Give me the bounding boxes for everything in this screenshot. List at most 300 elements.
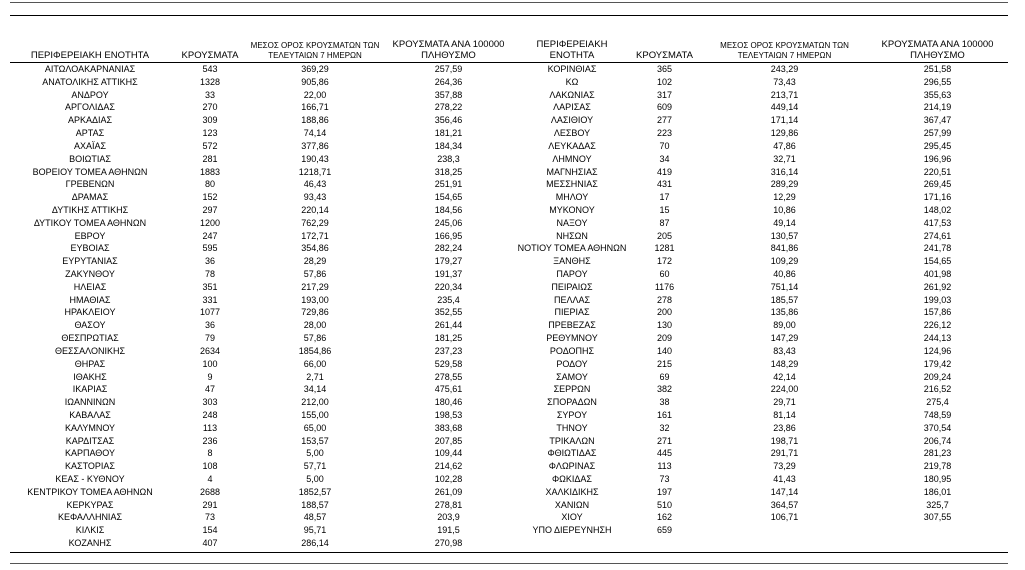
table-row xyxy=(517,371,1008,384)
table-row xyxy=(517,422,1008,435)
cell-cases: 73 xyxy=(204,512,215,523)
cell-cases: 78 xyxy=(204,269,215,279)
cell-region: ΔΡΑΜΑΣ xyxy=(71,192,109,203)
cell-avg7: 449,14 xyxy=(770,102,799,113)
cell-per100k: 214,19 xyxy=(923,102,952,113)
cell-cases: 87 xyxy=(659,217,670,228)
table-row xyxy=(10,255,517,268)
cell-avg7: 212,00 xyxy=(301,397,329,408)
table-row xyxy=(517,332,1008,345)
cell-avg7: 147,14 xyxy=(770,486,799,497)
cell-per100k: 226,12 xyxy=(923,320,952,331)
cell-avg7: 316,14 xyxy=(770,166,799,177)
cell-cases: 32 xyxy=(659,422,670,433)
header-region: ΠΕΡΙΦΕΡΕΙΑΚΗ ΕΝΟΤΗΤΑ xyxy=(30,50,150,61)
cell-avg7: 291,71 xyxy=(770,448,799,459)
cell-per100k: 157,86 xyxy=(923,307,952,318)
cell-avg7: 48,57 xyxy=(303,512,327,523)
cell-avg7: 1854,86 xyxy=(298,345,332,356)
cell-per100k: 184,56 xyxy=(434,204,463,215)
cell-region: ΤΗΝΟΥ xyxy=(556,422,588,433)
table-row xyxy=(517,281,1008,294)
table-row xyxy=(517,383,1008,396)
cell-region: ΧΑΛΚΙΔΙΚΗΣ xyxy=(545,486,599,497)
table-row xyxy=(517,191,1008,204)
cell-region: ΙΚΑΡΙΑΣ xyxy=(72,384,108,395)
cell-cases: 595 xyxy=(202,243,218,254)
cell-per100k: 257,59 xyxy=(434,64,463,74)
bottom-rule xyxy=(10,552,1008,553)
cell-avg7: 153,57 xyxy=(301,435,329,446)
cell-cases: 123 xyxy=(202,128,218,139)
table-row xyxy=(517,499,1008,512)
cell-region: ΛΑΚΩΝΙΑΣ xyxy=(549,89,595,100)
table-row xyxy=(10,140,517,153)
cell-avg7: 57,71 xyxy=(303,461,327,472)
cell-per100k: 417,53 xyxy=(923,217,952,228)
cell-cases: 1281 xyxy=(654,243,675,254)
cell-per100k: 171,16 xyxy=(923,192,952,203)
table-row xyxy=(10,242,517,255)
table-row xyxy=(10,524,517,537)
cell-avg7: 81,14 xyxy=(773,409,796,420)
cell-cases: 154 xyxy=(202,525,218,536)
cell-cases: 309 xyxy=(202,115,218,126)
cell-avg7: 155,00 xyxy=(301,409,329,420)
cell-cases: 33 xyxy=(204,89,215,100)
cell-region: ΠΑΡΟΥ xyxy=(556,269,588,279)
cell-cases: 102 xyxy=(656,76,673,87)
cell-cases: 510 xyxy=(656,499,673,510)
table-row xyxy=(10,332,517,345)
table-row xyxy=(10,281,517,294)
table-row xyxy=(517,345,1008,358)
cell-per100k: 180,95 xyxy=(923,474,952,484)
cell-region: ΘΗΡΑΣ xyxy=(74,358,106,369)
table-row xyxy=(10,306,517,319)
cell-avg7: 369,29 xyxy=(301,64,329,74)
cell-cases: 543 xyxy=(202,64,218,74)
cell-cases: 8 xyxy=(207,448,213,459)
cell-avg7: 10,86 xyxy=(773,204,796,215)
cell-avg7: 729,86 xyxy=(301,307,329,318)
cell-per100k: 102,28 xyxy=(434,474,463,484)
table-row xyxy=(517,166,1008,179)
cell-per100k: 261,44 xyxy=(434,320,463,331)
cell-cases: 365 xyxy=(656,64,673,74)
table-row xyxy=(10,511,517,524)
cell-per100k: 148,02 xyxy=(923,204,952,215)
cell-cases: 108 xyxy=(202,461,218,472)
table-row xyxy=(517,319,1008,332)
cell-per100k: 269,45 xyxy=(923,179,952,190)
left-header-row xyxy=(10,38,517,62)
cell-region: ΖΑΚΥΝΘΟΥ xyxy=(65,269,115,279)
table-row xyxy=(517,101,1008,114)
cell-per100k: 257,99 xyxy=(923,128,952,139)
cell-avg7: 220,14 xyxy=(301,204,329,215)
cell-avg7: 905,86 xyxy=(301,76,329,87)
table-row xyxy=(517,396,1008,409)
cell-region: ΣΥΡΟΥ xyxy=(556,409,588,420)
cell-region: ΑΝΑΤΟΛΙΚΗΣ ΑΤΤΙΚΗΣ xyxy=(42,76,138,87)
table-row xyxy=(517,127,1008,140)
cell-cases: 1176 xyxy=(654,281,675,292)
cell-region: ΛΕΣΒΟΥ xyxy=(553,128,591,139)
cell-per100k: 184,34 xyxy=(434,140,463,151)
cell-per100k: 251,91 xyxy=(434,179,463,190)
table-row xyxy=(517,460,1008,473)
table-row xyxy=(517,255,1008,268)
cell-avg7: 193,00 xyxy=(301,294,329,305)
cell-avg7: 148,29 xyxy=(770,358,799,369)
table-row xyxy=(10,447,517,460)
cell-avg7: 23,86 xyxy=(773,422,796,433)
cell-per100k: 166,95 xyxy=(434,230,463,241)
cell-avg7: 224,00 xyxy=(770,384,799,395)
cell-cases: 1328 xyxy=(199,76,221,87)
cell-per100k: 216,52 xyxy=(923,384,952,395)
cell-cases: 236 xyxy=(202,435,218,446)
cell-region: ΕΥΒΟΙΑΣ xyxy=(70,243,110,254)
cell-cases: 100 xyxy=(202,358,218,369)
cell-per100k: 356,46 xyxy=(434,115,463,126)
cell-cases: 69 xyxy=(659,371,670,382)
table-row xyxy=(517,306,1008,319)
table-row xyxy=(517,89,1008,102)
cell-per100k: 325,7 xyxy=(926,499,949,510)
cell-region: ΣΑΜΟΥ xyxy=(556,371,588,382)
cell-avg7: 42,14 xyxy=(773,371,796,382)
cell-region: ΛΑΡΙΣΑΣ xyxy=(553,102,591,113)
cell-region: ΣΕΡΡΩΝ xyxy=(553,384,591,395)
table-row xyxy=(517,63,1008,76)
cell-per100k: 307,55 xyxy=(923,512,952,523)
cell-per100k: 235,4 xyxy=(437,294,460,305)
cell-avg7: 109,29 xyxy=(770,256,799,267)
cell-region: ΜΑΓΝΗΣΙΑΣ xyxy=(546,166,598,177)
cell-per100k: 278,55 xyxy=(434,371,463,382)
cell-per100k: 245,06 xyxy=(434,217,463,228)
cell-per100k: 191,5 xyxy=(437,525,460,536)
cell-avg7: 147,29 xyxy=(770,333,799,344)
cell-per100k: 241,78 xyxy=(923,243,952,254)
cell-avg7: 41,43 xyxy=(773,474,796,484)
cell-region: ΤΡΙΚΑΛΩΝ xyxy=(549,435,595,446)
cell-per100k: 209,24 xyxy=(923,371,952,382)
cell-avg7: 95,71 xyxy=(303,525,327,536)
cell-region: ΦΘΙΩΤΙΔΑΣ xyxy=(547,448,597,459)
cell-cases: 277 xyxy=(656,115,673,126)
table-row xyxy=(10,383,517,396)
cell-region: ΜΕΣΣΗΝΙΑΣ xyxy=(546,179,598,190)
cell-per100k: 244,13 xyxy=(923,333,952,344)
table-row xyxy=(10,204,517,217)
cell-region: ΛΕΥΚΑΔΑΣ xyxy=(548,140,596,151)
cell-cases: 248 xyxy=(202,409,218,420)
header-avg7: ΜΕΣΟΣ ΟΡΟΣ ΚΡΟΥΣΜΑΤΩΝ ΤΩΝ ΤΕΛΕΥΤΑΙΩΝ 7 ΗΜΕΡΩΝ xyxy=(250,41,380,60)
cell-region: ΦΛΩΡΙΝΑΣ xyxy=(548,461,596,472)
cell-cases: 431 xyxy=(656,179,673,190)
cell-per100k: 181,21 xyxy=(434,128,463,139)
cell-cases: 1077 xyxy=(199,307,221,318)
cell-cases: 205 xyxy=(656,230,673,241)
cell-region: ΘΑΣΟΥ xyxy=(74,320,106,331)
bottom-border xyxy=(10,563,1008,564)
cell-avg7: 841,86 xyxy=(770,243,799,254)
table-row xyxy=(10,473,517,486)
cell-cases: 4 xyxy=(207,474,213,484)
cell-per100k: 206,74 xyxy=(923,435,952,446)
table-row xyxy=(517,524,1008,537)
cell-per100k: 383,68 xyxy=(434,422,463,433)
cell-cases: 281 xyxy=(202,153,218,164)
cell-region: ΓΡΕΒΕΝΩΝ xyxy=(65,179,115,190)
table-row xyxy=(10,166,517,179)
cell-region: ΑΧΑΪΑΣ xyxy=(73,140,107,151)
cell-cases: 152 xyxy=(202,192,218,203)
table-row xyxy=(517,268,1008,281)
cell-avg7: 2,71 xyxy=(306,371,324,382)
cell-avg7: 66,00 xyxy=(303,358,327,369)
cell-avg7: 171,14 xyxy=(770,115,799,126)
cell-cases: 60 xyxy=(659,269,670,279)
cell-cases: 17 xyxy=(659,192,670,203)
cell-region: ΚΑΛΥΜΝΟΥ xyxy=(64,422,116,433)
cell-region: ΘΕΣΠΡΩΤΙΑΣ xyxy=(61,333,119,344)
cell-per100k: 154,65 xyxy=(434,192,463,203)
table-row xyxy=(10,191,517,204)
cell-per100k: 219,78 xyxy=(923,461,952,472)
cell-region: ΕΒΡΟΥ xyxy=(74,230,106,241)
cell-avg7: 49,14 xyxy=(773,217,796,228)
cell-region: ΑΝΔΡΟΥ xyxy=(71,89,109,100)
cell-avg7: 73,29 xyxy=(773,461,796,472)
table-row xyxy=(10,396,517,409)
table-row xyxy=(10,422,517,435)
table-row xyxy=(10,114,517,127)
cell-region: ΚΟΡΙΝΘΙΑΣ xyxy=(547,64,597,74)
cell-region: ΑΡΚΑΔΙΑΣ xyxy=(67,115,113,126)
cell-region: ΙΘΑΚΗΣ xyxy=(73,371,107,382)
cell-avg7: 5,00 xyxy=(306,474,324,484)
cell-cases: 270 xyxy=(202,102,218,113)
cell-avg7: 47,86 xyxy=(773,140,796,151)
left-table-body xyxy=(10,63,517,550)
cell-region: ΑΙΤΩΛΟΑΚΑΡΝΑΝΙΑΣ xyxy=(44,64,136,74)
cell-cases: 162 xyxy=(656,512,673,523)
cell-region: ΒΟΡΕΙΟΥ ΤΟΜΕΑ ΑΘΗΝΩΝ xyxy=(32,166,148,177)
table-row xyxy=(10,76,517,89)
cell-avg7: 32,71 xyxy=(773,153,796,164)
cell-avg7: 198,71 xyxy=(770,435,799,446)
cell-avg7: 28,00 xyxy=(303,320,327,331)
cell-avg7: 289,29 xyxy=(770,179,799,190)
cell-region: ΚΑΡΠΑΘΟΥ xyxy=(64,448,116,459)
cell-region: ΦΩΚΙΔΑΣ xyxy=(552,474,592,484)
cell-cases: 1200 xyxy=(199,217,221,228)
cell-cases: 130 xyxy=(656,320,673,331)
table-row xyxy=(517,76,1008,89)
cell-avg7: 364,57 xyxy=(770,499,799,510)
cell-region: ΑΡΓΟΛΙΔΑΣ xyxy=(65,102,115,113)
cell-region: ΥΠΟ ΔΙΕΡΕΥΝΗΣΗ xyxy=(532,525,612,536)
cell-avg7: 12,29 xyxy=(773,192,796,203)
top-rule xyxy=(10,15,1008,16)
cell-per100k: 261,92 xyxy=(923,281,952,292)
table-row xyxy=(10,409,517,422)
header-rule xyxy=(10,62,1008,63)
table-row xyxy=(10,460,517,473)
cell-cases: 215 xyxy=(656,358,673,369)
cell-per100k: 251,58 xyxy=(923,64,952,74)
table-row xyxy=(10,345,517,358)
cell-region: ΠΡΕΒΕΖΑΣ xyxy=(548,320,596,331)
cell-per100k: 196,96 xyxy=(923,153,952,164)
table-row xyxy=(10,268,517,281)
cell-per100k: 281,23 xyxy=(923,448,952,459)
cell-cases: 73 xyxy=(659,474,670,484)
table-row xyxy=(517,409,1008,422)
cell-per100k: 238,3 xyxy=(437,153,460,164)
cell-cases: 271 xyxy=(656,435,673,446)
cell-cases: 36 xyxy=(204,320,215,331)
cell-cases: 15 xyxy=(659,204,670,215)
cell-region: ΞΑΝΘΗΣ xyxy=(553,256,591,267)
cell-avg7: 73,43 xyxy=(773,76,796,87)
table-row xyxy=(10,486,517,499)
cell-region: ΛΗΜΝΟΥ xyxy=(552,153,592,164)
cell-cases: 200 xyxy=(656,307,673,318)
cell-cases: 9 xyxy=(207,371,213,382)
cell-cases: 303 xyxy=(202,397,218,408)
cell-cases: 609 xyxy=(656,102,673,113)
cell-cases: 445 xyxy=(656,448,673,459)
cell-avg7: 243,29 xyxy=(770,64,799,74)
cell-cases: 1883 xyxy=(199,166,221,177)
cell-region: ΗΛΕΙΑΣ xyxy=(73,281,107,292)
cell-region: ΡΟΔΟΠΗΣ xyxy=(549,345,595,356)
cell-per100k: 199,03 xyxy=(923,294,952,305)
cell-per100k: 186,01 xyxy=(923,486,952,497)
cell-cases: 38 xyxy=(659,397,670,408)
cell-avg7: 172,71 xyxy=(301,230,329,241)
cell-per100k: 124,96 xyxy=(923,345,952,356)
cell-avg7: 129,86 xyxy=(770,128,799,139)
cell-region: ΗΡΑΚΛΕΙΟΥ xyxy=(64,307,116,318)
table-row xyxy=(10,371,517,384)
cell-per100k: 275,4 xyxy=(926,397,949,408)
cell-avg7: 28,29 xyxy=(303,256,327,267)
cell-per100k: 278,22 xyxy=(434,102,463,113)
cell-region: ΝΑΞΟΥ xyxy=(556,217,588,228)
cell-per100k: 401,98 xyxy=(923,269,952,279)
cell-per100k: 180,46 xyxy=(434,397,463,408)
cell-region: ΣΠΟΡΑΔΩΝ xyxy=(547,397,597,408)
cell-region: ΚΟΖΑΝΗΣ xyxy=(68,538,112,549)
table-row xyxy=(517,435,1008,448)
cell-avg7: 40,86 xyxy=(773,269,796,279)
cell-avg7: 188,86 xyxy=(301,115,329,126)
cell-per100k: 355,63 xyxy=(923,89,952,100)
table-row xyxy=(517,511,1008,524)
cell-per100k: 748,59 xyxy=(923,409,952,420)
cell-cases: 2688 xyxy=(199,486,221,497)
table-row xyxy=(10,178,517,191)
cell-cases: 197 xyxy=(656,486,673,497)
table-row xyxy=(10,101,517,114)
cell-region: ΚΑΣΤΟΡΙΑΣ xyxy=(65,461,115,472)
cell-avg7: 188,57 xyxy=(301,499,329,510)
table-row xyxy=(517,486,1008,499)
cell-per100k: 367,47 xyxy=(923,115,952,126)
cell-region: ΚΕΡΚΥΡΑΣ xyxy=(66,499,114,510)
cell-per100k: 109,44 xyxy=(434,448,463,459)
cell-per100k: 214,62 xyxy=(434,461,463,472)
cell-avg7: 190,43 xyxy=(301,153,329,164)
table-row xyxy=(10,153,517,166)
table-row xyxy=(10,63,517,76)
cell-region: ΜΗΛΟΥ xyxy=(555,192,589,203)
cell-cases: 297 xyxy=(202,204,218,215)
cell-per100k: 296,55 xyxy=(923,76,952,87)
table-row xyxy=(10,537,517,550)
cell-cases: 223 xyxy=(656,128,673,139)
cell-region: ΔΥΤΙΚΟΥ ΤΟΜΕΑ ΑΘΗΝΩΝ xyxy=(33,217,147,228)
cell-avg7: 185,57 xyxy=(770,294,799,305)
header-cases: ΚΡΟΥΣΜΑΤΑ xyxy=(181,50,239,61)
right-table-body xyxy=(517,63,1008,537)
cell-cases: 407 xyxy=(202,538,218,549)
cell-per100k: 220,34 xyxy=(434,281,463,292)
cell-avg7: 83,43 xyxy=(773,345,796,356)
cell-region: ΘΕΣΣΑΛΟΝΙΚΗΣ xyxy=(54,345,126,356)
cell-cases: 161 xyxy=(656,409,673,420)
cell-cases: 382 xyxy=(656,384,673,395)
cell-cases: 278 xyxy=(656,294,673,305)
cell-region: ΚΕΦΑΛΛΗΝΙΑΣ xyxy=(57,512,123,523)
cell-cases: 291 xyxy=(202,499,218,510)
cell-per100k xyxy=(867,524,1008,537)
cell-avg7: 286,14 xyxy=(301,538,329,549)
cell-cases: 247 xyxy=(202,230,218,241)
cell-per100k: 203,9 xyxy=(437,512,460,523)
cell-region: ΚΕΑΣ - ΚΥΘΝΟΥ xyxy=(55,474,125,484)
cell-cases: 659 xyxy=(656,525,673,536)
table-row xyxy=(517,294,1008,307)
cell-cases: 70 xyxy=(659,140,670,151)
cell-region: ΠΕΛΛΑΣ xyxy=(553,294,591,305)
cell-region: ΚΑΒΑΛΑΣ xyxy=(69,409,111,420)
cell-region: ΠΙΕΡΙΑΣ xyxy=(554,307,590,318)
cell-avg7: 751,14 xyxy=(770,281,799,292)
cell-per100k: 154,65 xyxy=(923,256,952,267)
table-row xyxy=(10,499,517,512)
header-region: ΠΕΡΙΦΕΡΕΙΑΚΗ ΕΝΟΤΗΤΑ xyxy=(536,39,608,61)
cell-avg7: 166,71 xyxy=(301,102,329,113)
cell-avg7: 46,43 xyxy=(303,179,327,190)
cell-per100k: 270,98 xyxy=(434,538,463,549)
cell-avg7: 93,43 xyxy=(303,192,327,203)
table-row xyxy=(517,217,1008,230)
cell-cases: 419 xyxy=(656,166,673,177)
table-row xyxy=(517,358,1008,371)
cell-cases: 331 xyxy=(202,294,218,305)
table-row xyxy=(10,435,517,448)
cell-avg7: 22,00 xyxy=(303,89,327,100)
cell-region: ΧΑΝΙΩΝ xyxy=(554,499,590,510)
cell-per100k: 274,61 xyxy=(923,230,952,241)
